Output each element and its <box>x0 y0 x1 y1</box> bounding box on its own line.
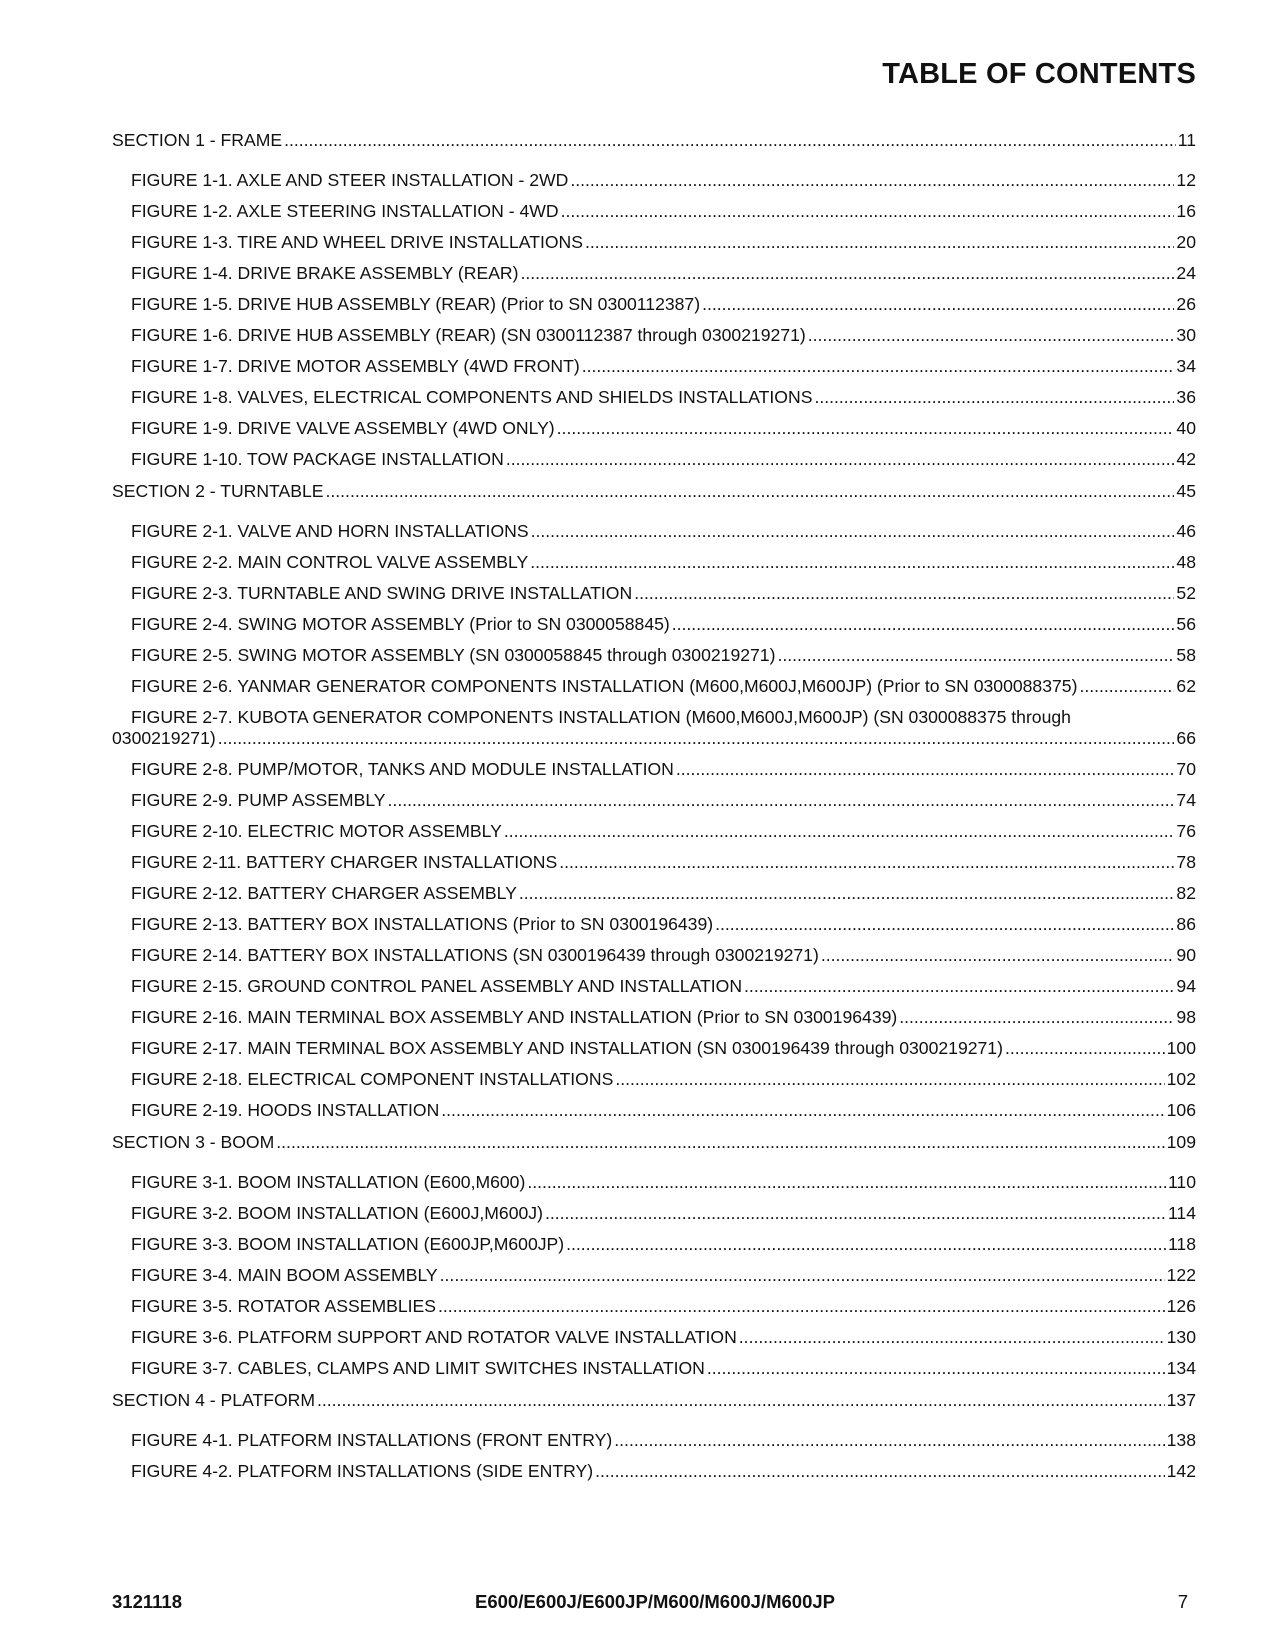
figure-title: FIGURE 2-3. TURNTABLE AND SWING DRIVE INSTALLATION <box>131 583 633 603</box>
figure-title: FIGURE 1-1. AXLE AND STEER INSTALLATION - 2WD <box>131 170 569 190</box>
figure-title: FIGURE 2-9. PUMP ASSEMBLY <box>131 790 386 810</box>
figure-title: FIGURE 2-12. BATTERY CHARGER ASSEMBLY <box>131 883 517 903</box>
toc-figure-entry[interactable] <box>112 1234 1196 1255</box>
dot-leader <box>899 1007 1174 1028</box>
figure-title: FIGURE 1-2. AXLE STEERING INSTALLATION - 4WD <box>131 201 559 221</box>
figure-page-number: 12 <box>1176 170 1196 190</box>
toc-figure-entry[interactable] <box>112 1265 1196 1286</box>
figure-title: FIGURE 3-5. ROTATOR ASSEMBLIES <box>131 1296 437 1316</box>
figure-title: FIGURE 2-8. PUMP/MOTOR, TANKS AND MODULE INSTALLATION <box>131 759 674 779</box>
dot-leader <box>595 1461 1165 1482</box>
toc-figure-entry[interactable] <box>112 449 1196 470</box>
figure-page-number: 130 <box>1166 1327 1196 1347</box>
figure-title: FIGURE 2-14. BATTERY BOX INSTALLATIONS (SN 0300196439 through 0300219271) <box>131 945 819 965</box>
dot-leader <box>744 976 1174 997</box>
figure-title: FIGURE 3-3. BOOM INSTALLATION (E600JP,M600JP) <box>131 1234 565 1254</box>
figure-page-number: 138 <box>1166 1430 1196 1450</box>
figure-page-number: 100 <box>1166 1038 1196 1058</box>
toc-figure-entry[interactable] <box>112 1007 1196 1028</box>
figure-page-number: 110 <box>1167 1172 1196 1192</box>
dot-leader <box>582 356 1175 377</box>
figure-title: FIGURE 2-17. MAIN TERMINAL BOX ASSEMBLY AND INSTALLATION (SN 0300196439 through 0300219271) <box>131 1038 1003 1058</box>
figure-title: FIGURE 2-11. BATTERY CHARGER INSTALLATIONS <box>131 852 558 872</box>
dot-leader <box>672 614 1175 635</box>
dot-leader <box>585 232 1174 253</box>
figure-title: FIGURE 2-6. YANMAR GENERATOR COMPONENTS INSTALLATION (M600,M600J,M600JP) (Prior to SN 0300088375) <box>131 676 1078 696</box>
section-title: SECTION 4 - PLATFORM <box>112 1390 315 1410</box>
dot-leader <box>634 583 1174 604</box>
figure-title: FIGURE 1-9. DRIVE VALVE ASSEMBLY (4WD ONLY) <box>131 418 555 438</box>
dot-leader <box>440 1265 1165 1286</box>
figure-page-number: 48 <box>1176 552 1196 572</box>
toc-figure-entry[interactable] <box>112 614 1196 635</box>
dot-leader <box>1079 676 1174 697</box>
figure-page-number: 118 <box>1167 1234 1196 1254</box>
page-footer <box>112 1591 1188 1615</box>
toc-figure-entry[interactable] <box>112 1172 1196 1193</box>
dot-leader <box>814 387 1174 408</box>
figure-page-number: 66 <box>1176 728 1196 748</box>
figure-page-number: 106 <box>1166 1100 1196 1120</box>
figure-page-number: 86 <box>1176 914 1196 934</box>
toc-figure-entry[interactable] <box>112 945 1196 966</box>
figure-title: FIGURE 1-6. DRIVE HUB ASSEMBLY (REAR) (SN 0300112387 through 0300219271) <box>131 325 806 345</box>
toc-figure-entry[interactable] <box>112 852 1196 873</box>
dot-leader <box>545 1203 1166 1224</box>
figure-title: FIGURE 3-2. BOOM INSTALLATION (E600J,M600J) <box>131 1203 543 1223</box>
dot-leader <box>218 728 1175 749</box>
figure-page-number: 52 <box>1176 583 1196 603</box>
dot-leader <box>317 1390 1165 1411</box>
dot-leader <box>506 449 1175 470</box>
toc-section-entry[interactable] <box>112 1132 1196 1153</box>
figure-page-number: 122 <box>1166 1265 1196 1285</box>
section-page-number: 109 <box>1166 1132 1196 1152</box>
figure-page-number: 102 <box>1166 1069 1196 1089</box>
toc-figure-entry[interactable] <box>112 1327 1196 1348</box>
toc-figure-entry[interactable] <box>112 821 1196 842</box>
toc-figure-entry[interactable] <box>112 1358 1196 1379</box>
figure-title: FIGURE 2-10. ELECTRIC MOTOR ASSEMBLY <box>131 821 502 841</box>
dot-leader <box>777 645 1174 666</box>
figure-title: FIGURE 1-10. TOW PACKAGE INSTALLATION <box>131 449 504 469</box>
toc-figure-entry[interactable] <box>112 1038 1196 1059</box>
table-of-contents <box>112 130 1196 1492</box>
figure-title: FIGURE 2-19. HOODS INSTALLATION <box>131 1100 440 1120</box>
figure-page-number: 30 <box>1176 325 1196 345</box>
section-page-number: 11 <box>1177 130 1196 150</box>
dot-leader <box>326 481 1175 502</box>
dot-leader <box>570 170 1174 191</box>
toc-figure-entry[interactable] <box>112 1296 1196 1317</box>
figure-title-continuation <box>112 728 1196 749</box>
toc-figure-entry[interactable] <box>112 790 1196 811</box>
figure-page-number: 62 <box>1176 676 1196 696</box>
figure-title: FIGURE 4-1. PLATFORM INSTALLATIONS (FRONT ENTRY) <box>131 1430 613 1450</box>
model-list: E600/E600J/E600JP/M600/M600J/M600JP <box>475 1591 835 1612</box>
toc-figure-entry[interactable] <box>112 676 1196 697</box>
dot-leader <box>530 552 1174 573</box>
dot-leader <box>519 883 1175 904</box>
figure-title: FIGURE 2-13. BATTERY BOX INSTALLATIONS (Prior to SN 0300196439) <box>131 914 714 934</box>
figure-page-number: 78 <box>1176 852 1196 872</box>
toc-figure-entry[interactable] <box>112 583 1196 604</box>
figure-title: FIGURE 2-16. MAIN TERMINAL BOX ASSEMBLY AND INSTALLATION (Prior to SN 0300196439) <box>131 1007 898 1027</box>
toc-figure-entry[interactable] <box>112 707 1196 749</box>
toc-figure-entry[interactable] <box>112 263 1196 284</box>
figure-page-number: 46 <box>1176 521 1196 541</box>
figure-title: FIGURE 1-4. DRIVE BRAKE ASSEMBLY (REAR) <box>131 263 519 283</box>
figure-title: FIGURE 1-5. DRIVE HUB ASSEMBLY (REAR) (Prior to SN 0300112387) <box>131 294 701 314</box>
figure-page-number: 26 <box>1176 294 1196 314</box>
figure-page-number: 74 <box>1176 790 1196 810</box>
figure-title: FIGURE 2-15. GROUND CONTROL PANEL ASSEMBLY AND INSTALLATION <box>131 976 743 996</box>
dot-leader <box>276 1132 1164 1153</box>
figure-title: FIGURE 1-3. TIRE AND WHEEL DRIVE INSTALLATIONS <box>131 232 583 252</box>
dot-leader <box>388 790 1175 811</box>
dot-leader <box>676 759 1175 780</box>
dot-leader <box>561 201 1175 222</box>
figure-page-number: 24 <box>1176 263 1196 283</box>
figure-title: FIGURE 2-1. VALVE AND HORN INSTALLATIONS <box>131 521 529 541</box>
toc-section-entry[interactable] <box>112 130 1196 151</box>
figure-page-number: 16 <box>1176 201 1196 221</box>
toc-figure-entry[interactable] <box>112 1430 1196 1451</box>
dot-leader <box>504 821 1175 842</box>
figure-page-number: 36 <box>1176 387 1196 407</box>
dot-leader <box>707 1358 1165 1379</box>
toc-figure-entry[interactable] <box>112 759 1196 780</box>
figure-title: FIGURE 2-4. SWING MOTOR ASSEMBLY (Prior to SN 0300058845) <box>131 614 670 634</box>
figure-page-number: 20 <box>1176 232 1196 252</box>
section-page-number: 137 <box>1166 1390 1196 1410</box>
dot-leader <box>438 1296 1165 1317</box>
figure-page-number: 56 <box>1176 614 1196 634</box>
toc-figure-entry[interactable] <box>112 232 1196 253</box>
toc-figure-entry[interactable] <box>112 883 1196 904</box>
toc-figure-entry[interactable] <box>112 325 1196 346</box>
toc-figure-entry[interactable] <box>112 645 1196 666</box>
toc-figure-entry[interactable] <box>112 1461 1196 1482</box>
dot-leader <box>808 325 1175 346</box>
figure-title: FIGURE 3-1. BOOM INSTALLATION (E600,M600) <box>131 1172 526 1192</box>
figure-title: FIGURE 2-7. KUBOTA GENERATOR COMPONENTS INSTALLATION (M600,M600J,M600JP) (SN 0300088375 through <box>131 707 1071 727</box>
document-number: 3121118 <box>112 1591 182 1612</box>
dot-leader <box>614 1430 1164 1451</box>
figure-title: FIGURE 2-18. ELECTRICAL COMPONENT INSTALLATIONS <box>131 1069 614 1089</box>
toc-figure-entry[interactable] <box>112 387 1196 408</box>
figure-title: FIGURE 4-2. PLATFORM INSTALLATIONS (SIDE ENTRY) <box>131 1461 594 1481</box>
figure-title: FIGURE 3-6. PLATFORM SUPPORT AND ROTATOR VALVE INSTALLATION <box>131 1327 737 1347</box>
figure-page-number: 126 <box>1166 1296 1196 1316</box>
figure-page-number: 34 <box>1176 356 1196 376</box>
page-number: 7 <box>1177 1591 1188 1612</box>
toc-figure-entry[interactable] <box>112 976 1196 997</box>
toc-figure-entry[interactable] <box>112 201 1196 222</box>
figure-page-number: 134 <box>1166 1358 1196 1378</box>
toc-figure-entry[interactable] <box>112 914 1196 935</box>
section-page-number: 45 <box>1176 481 1196 501</box>
figure-page-number: 76 <box>1176 821 1196 841</box>
figure-title: FIGURE 2-5. SWING MOTOR ASSEMBLY (SN 0300058845 through 0300219271) <box>131 645 776 665</box>
figure-page-number: 142 <box>1166 1461 1196 1481</box>
dot-leader <box>615 1069 1164 1090</box>
figure-page-number: 70 <box>1176 759 1196 779</box>
toc-figure-entry[interactable] <box>112 1100 1196 1121</box>
dot-leader <box>441 1100 1164 1121</box>
toc-figure-entry[interactable] <box>112 1069 1196 1090</box>
toc-section-entry[interactable] <box>112 481 1196 502</box>
dot-leader <box>559 852 1174 873</box>
dot-leader <box>557 418 1175 439</box>
figure-title: FIGURE 3-7. CABLES, CLAMPS AND LIMIT SWITCHES INSTALLATION <box>131 1358 705 1378</box>
dot-leader <box>566 1234 1166 1255</box>
section-title: SECTION 2 - TURNTABLE <box>112 481 324 501</box>
figure-title: FIGURE 1-8. VALVES, ELECTRICAL COMPONENTS AND SHIELDS INSTALLATIONS <box>131 387 813 407</box>
figure-page-number: 114 <box>1167 1203 1196 1223</box>
dot-leader <box>531 521 1175 542</box>
dot-leader <box>739 1327 1165 1348</box>
figure-page-number: 98 <box>1176 1007 1196 1027</box>
toc-figure-entry[interactable] <box>112 1203 1196 1224</box>
toc-figure-entry[interactable] <box>112 521 1196 542</box>
figure-page-number: 90 <box>1176 945 1196 965</box>
page-title: TABLE OF CONTENTS <box>882 58 1196 90</box>
dot-leader <box>284 130 1176 151</box>
figure-title: FIGURE 2-2. MAIN CONTROL VALVE ASSEMBLY <box>131 552 529 572</box>
dot-leader <box>1005 1038 1165 1059</box>
figure-title: FIGURE 3-4. MAIN BOOM ASSEMBLY <box>131 1265 438 1285</box>
figure-title-wrap: 0300219271) <box>112 728 216 748</box>
toc-figure-entry[interactable] <box>112 418 1196 439</box>
toc-figure-entry[interactable] <box>112 552 1196 573</box>
dot-leader <box>715 914 1174 935</box>
dot-leader <box>821 945 1175 966</box>
dot-leader <box>702 294 1174 315</box>
dot-leader <box>527 1172 1166 1193</box>
figure-page-number: 82 <box>1176 883 1196 903</box>
toc-section-entry[interactable] <box>112 1390 1196 1411</box>
section-title: SECTION 1 - FRAME <box>112 130 283 150</box>
figure-page-number: 94 <box>1176 976 1196 996</box>
toc-figure-entry[interactable] <box>112 294 1196 315</box>
toc-figure-entry[interactable] <box>112 170 1196 191</box>
figure-page-number: 58 <box>1176 645 1196 665</box>
dot-leader <box>521 263 1175 284</box>
toc-figure-entry[interactable] <box>112 356 1196 377</box>
figure-page-number: 40 <box>1176 418 1196 438</box>
figure-page-number: 42 <box>1176 449 1196 469</box>
figure-title: FIGURE 1-7. DRIVE MOTOR ASSEMBLY (4WD FRONT) <box>131 356 580 376</box>
section-title: SECTION 3 - BOOM <box>112 1132 275 1152</box>
